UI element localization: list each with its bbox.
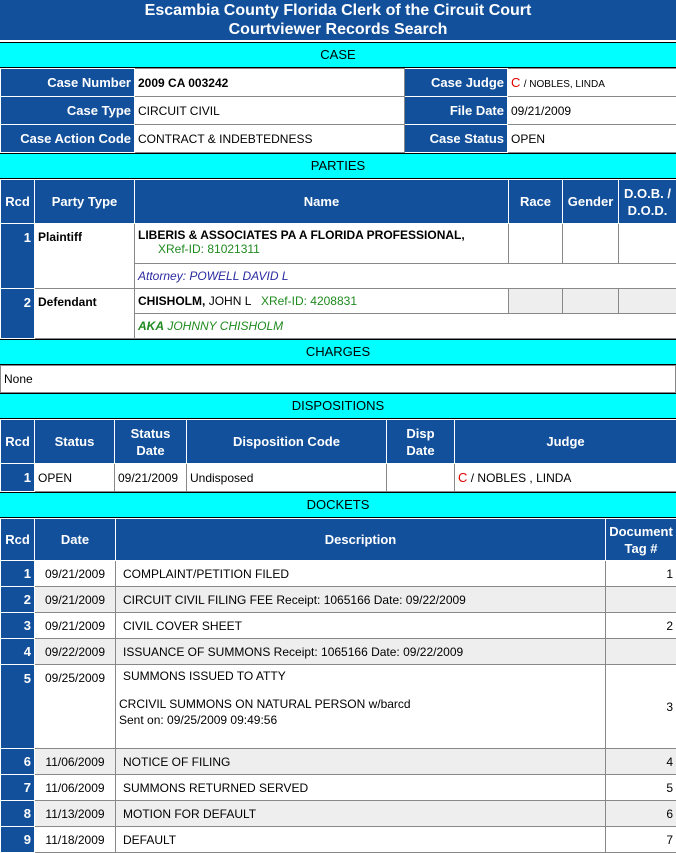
disp-header-status-date bbox=[115, 420, 187, 464]
charges-value: None bbox=[0, 365, 676, 393]
file-date-value: 09/21/2009 bbox=[508, 97, 676, 125]
file-date-label: File Date bbox=[405, 97, 508, 125]
parties-header-race: Race bbox=[509, 180, 563, 224]
docket-row bbox=[1, 561, 676, 587]
disp-header-status: Status bbox=[35, 420, 115, 464]
parties-header-rcd: Rcd bbox=[1, 180, 35, 224]
docket-description[interactable]: DEFAULT bbox=[116, 827, 606, 853]
docket-rcd: 3 bbox=[1, 613, 35, 639]
disp-header-status-date-line1: Status bbox=[118, 425, 183, 442]
docket-rcd: 7 bbox=[1, 775, 35, 801]
docket-description[interactable]: MOTION FOR DEFAULT bbox=[116, 801, 606, 827]
docket-doc-tag[interactable]: 4 bbox=[606, 749, 676, 775]
disp-judge bbox=[455, 464, 676, 492]
case-judge-value bbox=[508, 69, 676, 97]
docket-date: 09/25/2009 bbox=[35, 665, 116, 749]
party-type: Defendant bbox=[35, 289, 135, 339]
disp-header-disp-date-line2: Date bbox=[390, 442, 451, 459]
docket-row bbox=[1, 613, 676, 639]
docket-description: SUMMONS ISSUED TO ATTY bbox=[123, 669, 602, 683]
case-number-label: Case Number bbox=[1, 69, 135, 97]
case-judge-label: Case Judge bbox=[405, 69, 508, 97]
disp-status-date: 09/21/2009 bbox=[115, 464, 187, 492]
docket-date: 11/06/2009 bbox=[35, 749, 116, 775]
docket-row bbox=[1, 749, 676, 775]
docket-row bbox=[1, 827, 676, 853]
parties-header-dob-line1: D.O.B. / bbox=[622, 185, 673, 202]
docket-header-date: Date bbox=[35, 519, 116, 561]
docket-rcd: 6 bbox=[1, 749, 35, 775]
disp-judge-code: C bbox=[458, 470, 467, 485]
docket-rcd: 2 bbox=[1, 587, 35, 613]
disp-header-judge: Judge bbox=[455, 420, 676, 464]
attorney-name[interactable]: POWELL DAVID L bbox=[189, 269, 288, 283]
disp-header-status-date-line2: Date bbox=[118, 442, 183, 459]
party-race bbox=[509, 289, 563, 314]
case-action-code-label: Case Action Code bbox=[1, 125, 135, 153]
party-last-name: CHISHOLM, bbox=[138, 294, 205, 308]
party-rcd: 2 bbox=[1, 289, 35, 339]
parties-table bbox=[0, 179, 676, 339]
disp-header-disp-date bbox=[387, 420, 455, 464]
docket-date: 11/13/2009 bbox=[35, 801, 116, 827]
disp-header-disp-date-line1: Disp bbox=[390, 425, 451, 442]
docket-rcd: 1 bbox=[1, 561, 35, 587]
docket-doc-tag[interactable]: 2 bbox=[606, 613, 676, 639]
docket-date: 11/06/2009 bbox=[35, 775, 116, 801]
docket-doc-tag bbox=[606, 639, 676, 665]
dockets-table bbox=[0, 518, 676, 853]
dispositions-table bbox=[0, 419, 676, 492]
case-action-code-value: CONTRACT & INDEBTEDNESS bbox=[135, 125, 405, 153]
disp-judge-name: / NOBLES , LINDA bbox=[471, 471, 572, 485]
party-name-cell bbox=[135, 289, 509, 314]
party-row bbox=[1, 289, 676, 314]
docket-description: CIRCUIT CIVIL FILING FEE Receipt: 1065166 Date: 09/22/2009 bbox=[116, 587, 606, 613]
docket-header-description: Description bbox=[116, 519, 606, 561]
docket-row bbox=[1, 775, 676, 801]
docket-description[interactable]: CIVIL COVER SHEET bbox=[116, 613, 606, 639]
docket-header-doc-tag bbox=[606, 519, 676, 561]
party-row bbox=[1, 224, 676, 264]
docket-description: ISSUANCE OF SUMMONS Receipt: 1065166 Date: 09/22/2009 bbox=[116, 639, 606, 665]
docket-doc-tag[interactable]: 6 bbox=[606, 801, 676, 827]
docket-date: 09/22/2009 bbox=[35, 639, 116, 665]
disp-rcd: 1 bbox=[1, 464, 35, 492]
parties-header-dob-line2: D.O.D. bbox=[622, 202, 673, 219]
docket-doc-tag[interactable]: 7 bbox=[606, 827, 676, 853]
docket-doc-tag[interactable]: 5 bbox=[606, 775, 676, 801]
party-gender bbox=[563, 224, 619, 264]
dockets-section-title: DOCKETS bbox=[0, 492, 676, 518]
case-judge-name: / NOBLES, LINDA bbox=[524, 79, 605, 90]
docket-rcd: 4 bbox=[1, 639, 35, 665]
docket-description[interactable]: COMPLAINT/PETITION FILED bbox=[116, 561, 606, 587]
case-section-title: CASE bbox=[0, 42, 676, 68]
disp-code: Undisposed bbox=[187, 464, 387, 492]
docket-description[interactable]: NOTICE OF FILING bbox=[116, 749, 606, 775]
docket-doc-tag[interactable]: 1 bbox=[606, 561, 676, 587]
docket-date: 09/21/2009 bbox=[35, 561, 116, 587]
charges-section-title: CHARGES bbox=[0, 339, 676, 365]
disp-date bbox=[387, 464, 455, 492]
docket-description-detail: CRCIVIL SUMMONS ON NATURAL PERSON w/barcd bbox=[119, 697, 602, 711]
case-type-label: Case Type bbox=[1, 97, 135, 125]
parties-header-party-type: Party Type bbox=[35, 180, 135, 224]
party-dob bbox=[619, 289, 676, 314]
party-gender bbox=[563, 289, 619, 314]
party-xref: XRef-ID: 4208831 bbox=[261, 294, 357, 308]
docket-date: 09/21/2009 bbox=[35, 587, 116, 613]
case-table bbox=[0, 68, 676, 153]
party-xref: XRef-ID: 81021311 bbox=[138, 242, 505, 256]
disp-status: OPEN bbox=[35, 464, 115, 492]
docket-date: 11/18/2009 bbox=[35, 827, 116, 853]
docket-description[interactable]: SUMMONS RETURNED SERVED bbox=[116, 775, 606, 801]
party-dob bbox=[619, 224, 676, 264]
aka-label: AKA bbox=[138, 319, 164, 333]
case-type-value: CIRCUIT CIVIL bbox=[135, 97, 405, 125]
docket-rcd: 9 bbox=[1, 827, 35, 853]
party-name-cell bbox=[135, 224, 509, 264]
docket-sent-on: Sent on: 09/25/2009 09:49:56 bbox=[119, 713, 602, 727]
header-title: Escambia County Florida Clerk of the Circuit Court bbox=[0, 1, 676, 20]
parties-header-gender: Gender bbox=[563, 180, 619, 224]
docket-row bbox=[1, 665, 676, 749]
case-judge-code: C bbox=[511, 75, 520, 90]
header-subtitle: Courtviewer Records Search bbox=[0, 20, 676, 39]
disp-header-rcd: Rcd bbox=[1, 420, 35, 464]
case-status-value: OPEN bbox=[508, 125, 676, 153]
docket-header-rcd: Rcd bbox=[1, 519, 35, 561]
docket-rcd: 8 bbox=[1, 801, 35, 827]
docket-rcd: 5 bbox=[1, 665, 35, 749]
docket-header-doc-tag-line2: Tag # bbox=[609, 540, 673, 557]
aka-name: JOHNNY CHISHOLM bbox=[167, 319, 283, 333]
party-first-name: JOHN L bbox=[209, 294, 251, 308]
dispositions-section-title: DISPOSITIONS bbox=[0, 393, 676, 419]
party-name: LIBERIS & ASSOCIATES PA A FLORIDA PROFESSIONAL, bbox=[138, 228, 505, 242]
parties-header-dob bbox=[619, 180, 676, 224]
docket-row bbox=[1, 639, 676, 665]
party-rcd: 1 bbox=[1, 224, 35, 289]
parties-header-name: Name bbox=[135, 180, 509, 224]
page-header bbox=[0, 0, 676, 42]
case-number-value: 2009 CA 003242 bbox=[135, 69, 405, 97]
parties-section-title: PARTIES bbox=[0, 153, 676, 179]
docket-row bbox=[1, 587, 676, 613]
attorney-cell bbox=[135, 264, 676, 289]
docket-doc-tag bbox=[606, 587, 676, 613]
docket-doc-tag[interactable]: 3 bbox=[606, 665, 676, 749]
party-race bbox=[509, 224, 563, 264]
case-status-label: Case Status bbox=[405, 125, 508, 153]
disposition-row bbox=[1, 464, 676, 492]
docket-header-doc-tag-line1: Document bbox=[609, 523, 673, 540]
docket-description-cell[interactable] bbox=[116, 665, 606, 749]
aka-cell bbox=[135, 314, 676, 339]
disp-header-code: Disposition Code bbox=[187, 420, 387, 464]
party-type: Plaintiff bbox=[35, 224, 135, 289]
docket-row bbox=[1, 801, 676, 827]
docket-date: 09/21/2009 bbox=[35, 613, 116, 639]
attorney-label: Attorney: bbox=[138, 269, 186, 283]
